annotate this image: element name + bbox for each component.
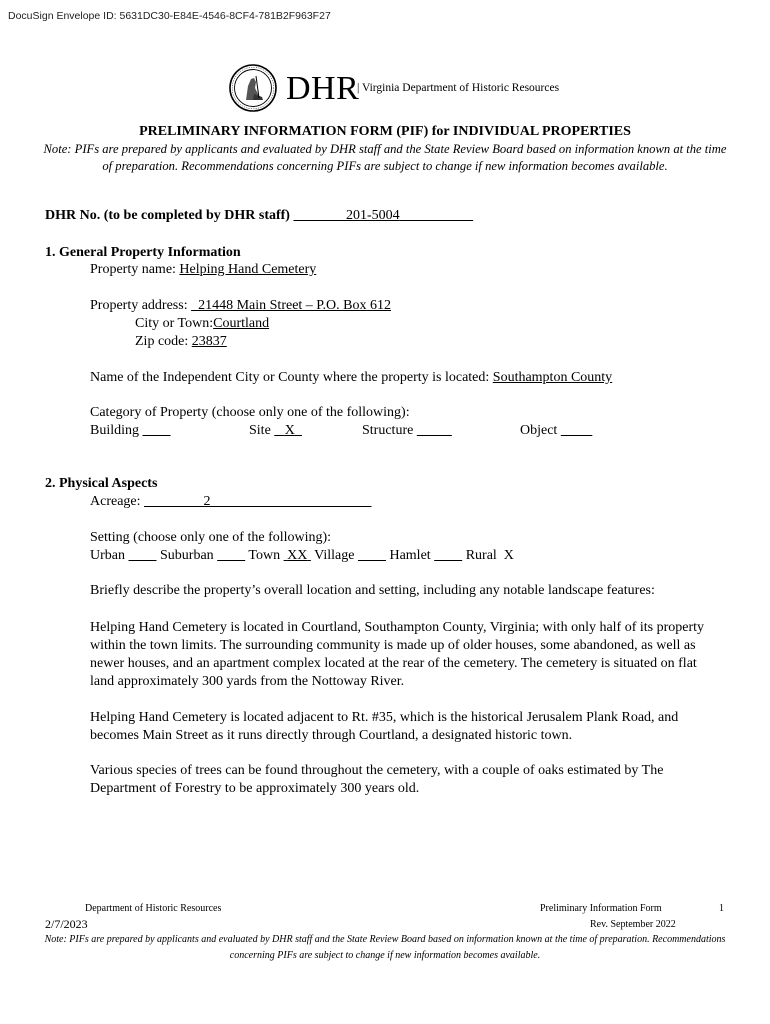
city-value: Courtland [213,316,270,331]
category-structure: Structure [362,423,414,438]
footer-agency: Department of Historic Resources [85,903,222,914]
description-paragraph-3: Various species of trees can be found throughout the cemetery, with a couple of oaks estimated by The Department of Forestry to be approximately 300 years old. [90,763,664,796]
agency-name: | Virginia Department of Historic Resources [357,82,560,94]
property-name-row [90,262,316,278]
city-label: City or Town: [135,316,214,331]
acreage-value: 2 [203,494,211,509]
footer-note: Note: PIFs are prepared by applicants and evaluated by DHR staff and the State Review Board based on information known at the time of preparation. Recommendations concerning PIFs are subject to change if new information becomes available. [44,934,726,961]
section2-heading: 2. Physical Aspects [45,476,158,491]
acreage-label: Acreage: [90,494,141,509]
setting-suburban: Suburban [160,548,214,563]
description-paragraph-1: Helping Hand Cemetery is located in Courtland, Southampton County, Virginia; with only half of its property within the town limits. The surrounding community is made up of older houses, some abandoned, as well as newer houses, and an apartment complex located at the rear of the cemetery. The cemetery is situated on flat land approximately 300 yards from the Nottoway River. [90,620,705,689]
description-paragraph-2: Helping Hand Cemetery is located adjacent to Rt. #35, which is the historical Jerusalem Plank Road, and becomes Main Street as it runs directly through Courtland, a designated historic town. [90,710,679,743]
county-value: Southampton County [492,370,613,385]
dhr-no-row [45,208,473,224]
property-address-row [90,298,391,314]
virginia-seal-icon [229,64,277,112]
county-label: Name of the Independent City or County where the property is located: [90,370,490,385]
footer-form-name: Preliminary Information Form [540,903,662,914]
category-building: Building [90,423,140,438]
category-object: Object [520,423,558,438]
footer-date: 2/7/2023 [45,917,88,931]
section1-heading: 1. General Property Information [45,245,241,260]
property-address-value: 21448 Main Street – P.O. Box 612 [198,298,391,313]
form-title: PRELIMINARY INFORMATION FORM (PIF) for INDIVIDUAL PROPERTIES [139,124,631,139]
setting-urban: Urban [90,548,125,563]
footer-page-number: 1 [719,903,724,914]
zip-value: 23837 [191,334,227,349]
dhr-no-label: DHR No. (to be completed by DHR staff) [45,208,290,223]
setting-village: Village [314,548,355,563]
city-row [135,316,269,332]
dhr-logo-text: DHR [286,70,360,107]
footer-revision: Rev. September 2022 [590,919,676,930]
property-name-value: Helping Hand Cemetery [179,262,317,277]
setting-hamlet: Hamlet [389,548,431,563]
setting-label: Setting (choose only one of the following): [90,530,332,545]
form-note: Note: PIFs are prepared by applicants and evaluated by DHR staff and the State Review Board based on information known at the time of preparation. Recommendations concerning PIFs are subject to change if new information becomes available. [43,142,727,173]
setting-town: Town XX [248,548,308,563]
property-address-label: Property address: [90,298,188,313]
envelope-id: DocuSign Envelope ID: 5631DC30-E84E-4546-8CF4-781B2F963F27 [8,10,331,22]
zip-row [135,334,227,350]
describe-prompt: Briefly describe the property’s overall location and setting, including any notable landscape features: [90,583,655,598]
county-row [90,370,612,386]
zip-label: Zip code: [135,334,189,349]
dhr-no-value: 201-5004 [345,208,400,223]
acreage-row [90,494,372,510]
setting-rural: Rural X [465,548,514,563]
property-name-label: Property name: [90,262,176,277]
category-label: Category of Property (choose only one of the following): [90,405,410,420]
category-site: Site X [249,423,295,438]
setting-row [90,548,514,564]
